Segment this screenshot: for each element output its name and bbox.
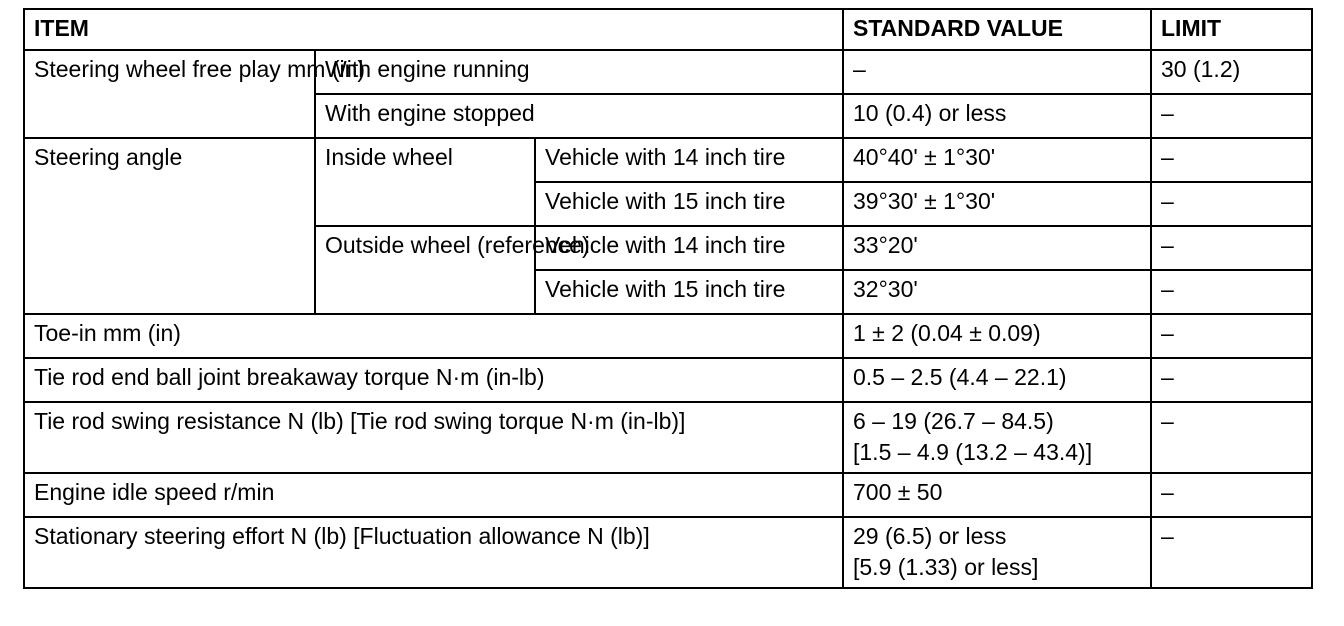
effort-label: Stationary steering effort N (lb) [Fluctuation allowance N (lb)] xyxy=(24,517,843,588)
free-play-running-condition: With engine running xyxy=(315,50,843,94)
swing-standard-line1: 6 – 19 (26.7 – 84.5) xyxy=(853,408,1054,434)
header-row xyxy=(24,9,1312,50)
free-play-label: Steering wheel free play mm (in) xyxy=(24,50,315,138)
inside-wheel-label: Inside wheel xyxy=(315,138,535,226)
toe-in-limit: – xyxy=(1151,314,1312,358)
header-item: ITEM xyxy=(24,9,843,50)
outside-15-standard: 32°30' xyxy=(843,270,1151,314)
free-play-stopped-condition: With engine stopped xyxy=(315,94,843,138)
idle-standard: 700 ± 50 xyxy=(843,473,1151,517)
swing-label: Tie rod swing resistance N (lb) [Tie rod swing torque N·m (in-lb)] xyxy=(24,402,843,473)
effort-standard xyxy=(843,517,1151,588)
free-play-running-limit: 30 (1.2) xyxy=(1151,50,1312,94)
header-limit: LIMIT xyxy=(1151,9,1312,50)
toe-in-label: Toe-in mm (in) xyxy=(24,314,843,358)
idle-label: Engine idle speed r/min xyxy=(24,473,843,517)
idle-limit: – xyxy=(1151,473,1312,517)
table-row xyxy=(24,517,1312,588)
table-row xyxy=(24,358,1312,402)
outside-15-vehicle: Vehicle with 15 inch tire xyxy=(535,270,843,314)
steering-angle-label: Steering angle xyxy=(24,138,315,314)
inside-15-limit: – xyxy=(1151,182,1312,226)
table-row xyxy=(24,473,1312,517)
outside-15-limit: – xyxy=(1151,270,1312,314)
breakaway-limit: – xyxy=(1151,358,1312,402)
free-play-running-standard: – xyxy=(843,50,1151,94)
specification-table xyxy=(23,8,1313,589)
outside-14-vehicle: Vehicle with 14 inch tire xyxy=(535,226,843,270)
table-row xyxy=(24,138,1312,182)
free-play-stopped-limit: – xyxy=(1151,94,1312,138)
free-play-stopped-standard: 10 (0.4) or less xyxy=(843,94,1151,138)
header-standard-value: STANDARD VALUE xyxy=(843,9,1151,50)
table-row xyxy=(24,402,1312,473)
swing-standard-line2: [1.5 – 4.9 (13.2 – 43.4)] xyxy=(853,439,1093,465)
effort-limit: – xyxy=(1151,517,1312,588)
table-row xyxy=(24,50,1312,94)
swing-limit: – xyxy=(1151,402,1312,473)
outside-14-standard: 33°20' xyxy=(843,226,1151,270)
breakaway-standard: 0.5 – 2.5 (4.4 – 22.1) xyxy=(843,358,1151,402)
outside-14-limit: – xyxy=(1151,226,1312,270)
effort-standard-line2: [5.9 (1.33) or less] xyxy=(853,554,1039,580)
toe-in-standard: 1 ± 2 (0.04 ± 0.09) xyxy=(843,314,1151,358)
table-row xyxy=(24,314,1312,358)
inside-15-standard: 39°30' ± 1°30' xyxy=(843,182,1151,226)
swing-standard xyxy=(843,402,1151,473)
breakaway-label: Tie rod end ball joint breakaway torque N·m (in-lb) xyxy=(24,358,843,402)
inside-15-vehicle: Vehicle with 15 inch tire xyxy=(535,182,843,226)
inside-14-standard: 40°40' ± 1°30' xyxy=(843,138,1151,182)
outside-wheel-label: Outside wheel (reference) xyxy=(315,226,535,314)
inside-14-vehicle: Vehicle with 14 inch tire xyxy=(535,138,843,182)
inside-14-limit: – xyxy=(1151,138,1312,182)
effort-standard-line1: 29 (6.5) or less xyxy=(853,523,1007,549)
